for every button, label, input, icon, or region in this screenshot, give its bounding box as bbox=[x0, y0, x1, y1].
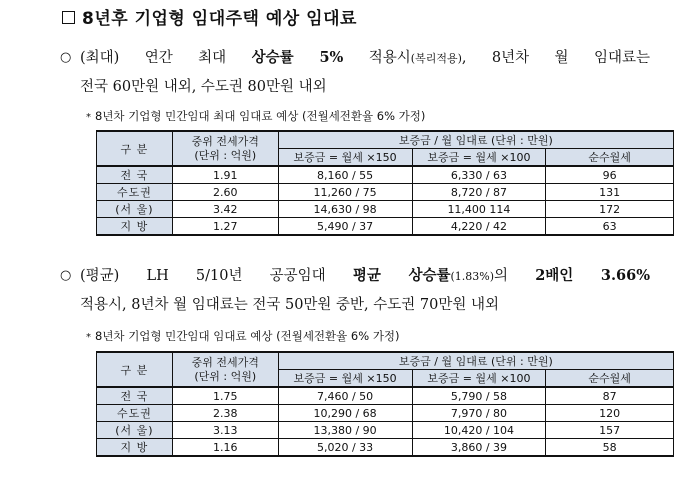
document-heading bbox=[62, 4, 357, 29]
header-deposit-rent-group: 보증금 / 월 임대료 (단위 : 만원) bbox=[278, 352, 673, 370]
section-1-line-2: 전국 60만원 내외, 수도권 80만원 내외 bbox=[80, 79, 327, 95]
subheader-x100: 보증금 = 월세 ×100 bbox=[412, 149, 546, 167]
table-row: 전 국 1.91 8,160 / 55 6,330 / 63 96 bbox=[97, 166, 674, 184]
table-row: (서 울) 3.42 14,630 / 98 11,400 114 172 bbox=[97, 201, 674, 218]
section-2-rent-table bbox=[96, 351, 674, 457]
section-1-table-caption: * 8년차 기업형 민간임대 최대 임대료 예상 (전월세전환율 6% 가정) bbox=[86, 109, 426, 123]
subheader-pure-rent: 순수월세 bbox=[546, 149, 674, 167]
table-row: 전 국 1.75 7,460 / 50 5,790 / 58 87 bbox=[97, 387, 674, 405]
header-median-price: 중위 전세가격 (단위 : 억원) bbox=[172, 352, 278, 387]
table-header-row bbox=[97, 352, 674, 370]
table-header-row bbox=[97, 131, 674, 149]
table-row: 수도권 2.60 11,260 / 75 8,720 / 87 131 bbox=[97, 184, 674, 201]
table-row: 지 방 1.27 5,490 / 37 4,220 / 42 63 bbox=[97, 218, 674, 236]
header-median-price: 중위 전세가격 (단위 : 억원) bbox=[172, 131, 278, 166]
section-2-line-2: 적용시, 8년차 월 임대료는 전국 50만원 중반, 수도권 70만원 내외 bbox=[80, 297, 499, 313]
table-row: 수도권 2.38 10,290 / 68 7,970 / 80 120 bbox=[97, 405, 674, 422]
header-gubun: 구 분 bbox=[97, 131, 173, 166]
section-1-rent-table bbox=[96, 130, 674, 236]
section-2-line-1: (평균) LH 5/10년 공공임대 평균 상승률(1.83%)의 2배인 3.66% bbox=[80, 267, 650, 284]
subheader-pure-rent: 순수월세 bbox=[546, 370, 674, 388]
section-2-table-caption: * 8년차 기업형 민간임대 임대료 예상 (전월세전환율 6% 가정) bbox=[86, 329, 400, 343]
header-gubun: 구 분 bbox=[97, 352, 173, 387]
heading-text: 8년후 기업형 임대주택 예상 임대료 bbox=[82, 9, 357, 29]
section-1-paragraph bbox=[60, 44, 650, 101]
subheader-x150: 보증금 = 월세 ×150 bbox=[278, 149, 412, 167]
subheader-x150: 보증금 = 월세 ×150 bbox=[278, 370, 412, 388]
table-row: 지 방 1.16 5,020 / 33 3,860 / 39 58 bbox=[97, 439, 674, 457]
circle-bullet-icon: ○ bbox=[60, 50, 72, 65]
section-1-line-1: (최대) 연간 최대 상승률 5% 적용시(복리적용), 8년차 월 임대료는 bbox=[80, 49, 650, 66]
header-deposit-rent-group: 보증금 / 월 임대료 (단위 : 만원) bbox=[278, 131, 673, 149]
subheader-x100: 보증금 = 월세 ×100 bbox=[412, 370, 546, 388]
circle-bullet-icon: ○ bbox=[60, 268, 72, 283]
table-row: (서 울) 3.13 13,380 / 90 10,420 / 104 157 bbox=[97, 422, 674, 439]
section-2-paragraph bbox=[60, 262, 650, 319]
checkbox-square-icon bbox=[62, 11, 75, 24]
